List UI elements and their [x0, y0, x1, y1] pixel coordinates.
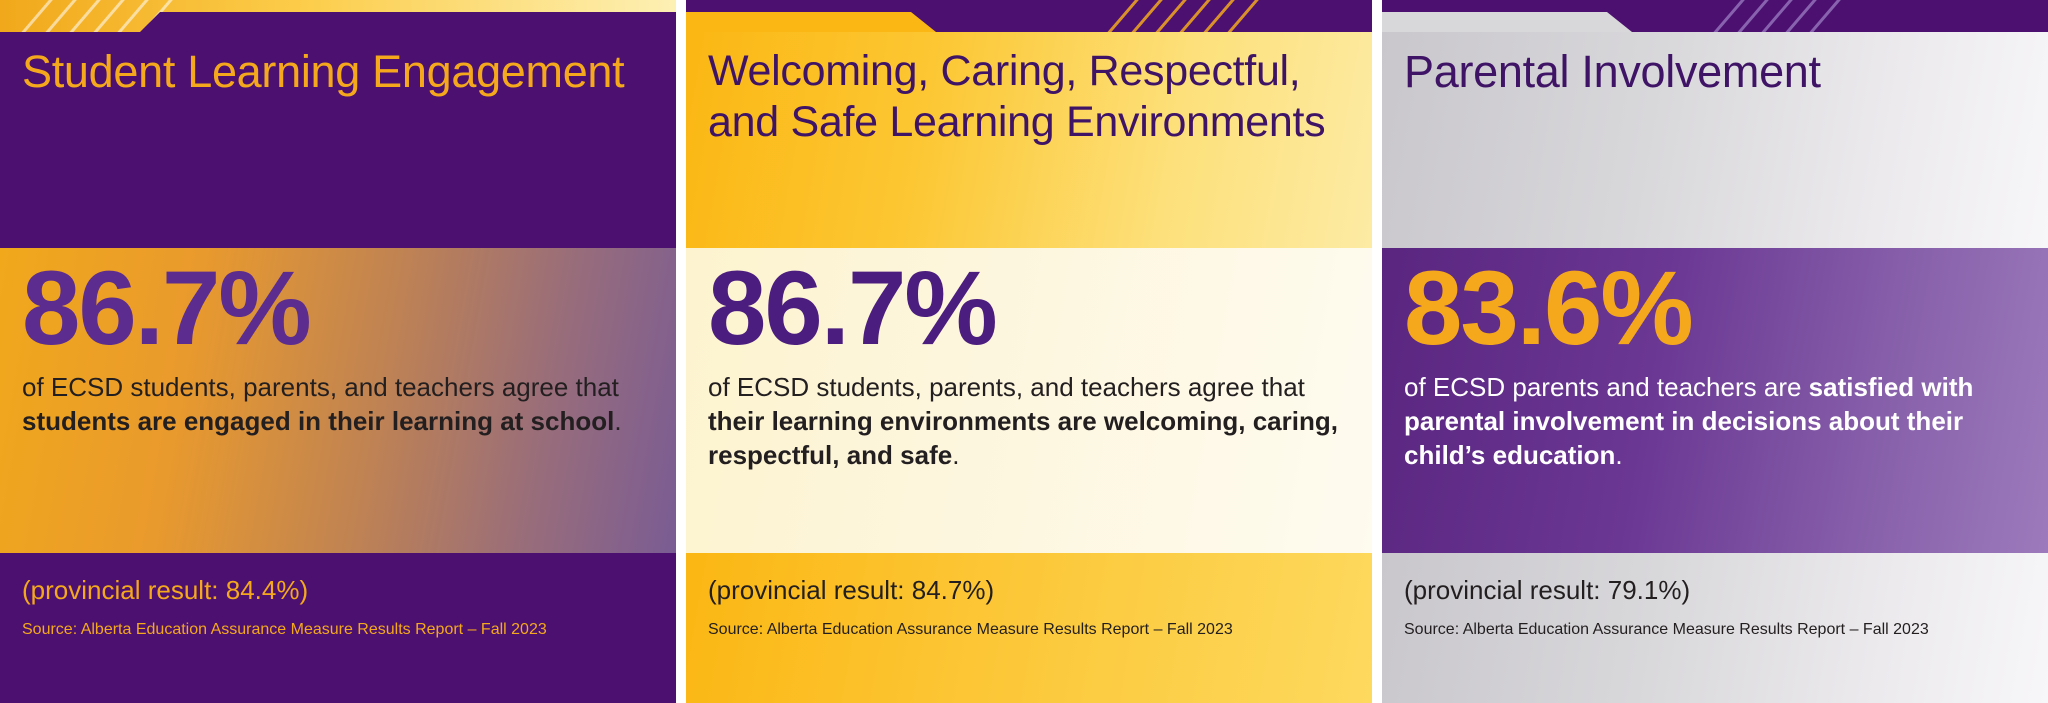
card-3-provincial-result: (provincial result: 79.1%): [1404, 575, 1691, 605]
card-1-stat-block: [0, 248, 676, 553]
card-2-stat-block: [686, 248, 1372, 553]
card-student-learning-engagement: [0, 0, 676, 703]
card-3-desc-prefix: of ECSD parents and teachers are: [1404, 372, 1809, 402]
card-2-provincial-result: (provincial result: 84.7%): [708, 575, 995, 605]
card-separator-1: [676, 0, 686, 703]
card-3-desc-bold: satisfied with parental involvement in decisions about their child’s education: [1404, 372, 1974, 470]
card-1-provincial-result: (provincial result: 84.4%): [22, 575, 309, 605]
diagonal-stripes-decoration: [0, 0, 676, 32]
card-parental-involvement: [1382, 0, 2048, 703]
card-1-stat-value: 86.7%: [22, 250, 310, 367]
diagonal-stripes-decoration: [686, 0, 1372, 32]
card-3-stat-value: 83.6%: [1404, 250, 1692, 367]
card-2-footer: [686, 553, 1372, 703]
card-1-top-band: [0, 0, 676, 32]
card-1-desc-suffix: .: [614, 405, 622, 436]
card-3-stat-block: [1382, 248, 2048, 553]
card-3-desc-suffix: .: [1615, 439, 1623, 470]
card-2-title: Welcoming, Caring, Respectful, and Safe Learning Environments: [708, 47, 1326, 146]
card-2-desc-bold: their learning environments are welcoming, caring, respectful, and safe: [708, 405, 1338, 470]
card-2-source: Source: Alberta Education Assurance Measure Results Report – Fall 2023: [708, 621, 1233, 639]
card-2-top-band: [686, 0, 1372, 32]
card-2-stat-value: 86.7%: [708, 250, 996, 367]
card-1-title: Student Learning Engagement: [22, 46, 625, 97]
card-1-footer: [0, 553, 676, 703]
card-2-desc-prefix: of ECSD students, parents, and teachers agree that: [708, 372, 1305, 402]
card-1-desc-bold: students are engaged in their learning at school: [22, 405, 615, 436]
card-2-title-block: [686, 32, 1372, 248]
card-2-description: [708, 371, 1350, 472]
card-1-source: Source: Alberta Education Assurance Measure Results Report – Fall 2023: [22, 621, 547, 639]
card-1-title-block: [0, 32, 676, 248]
diagonal-stripes-decoration: [1382, 0, 2048, 32]
card-3-description: [1404, 371, 2026, 472]
card-1-description: [22, 371, 654, 439]
card-welcoming-caring-respectful-safe: [686, 0, 1372, 703]
card-separator-2: [1372, 0, 1382, 703]
card-3-source: Source: Alberta Education Assurance Measure Results Report – Fall 2023: [1404, 621, 1929, 639]
card-3-title: Parental Involvement: [1404, 46, 1821, 97]
card-3-top-band: [1382, 0, 2048, 32]
card-1-desc-prefix: of ECSD students, parents, and teachers agree that: [22, 372, 619, 402]
card-3-title-block: [1382, 32, 2048, 248]
card-3-footer: [1382, 553, 2048, 703]
card-2-desc-suffix: .: [952, 439, 960, 470]
